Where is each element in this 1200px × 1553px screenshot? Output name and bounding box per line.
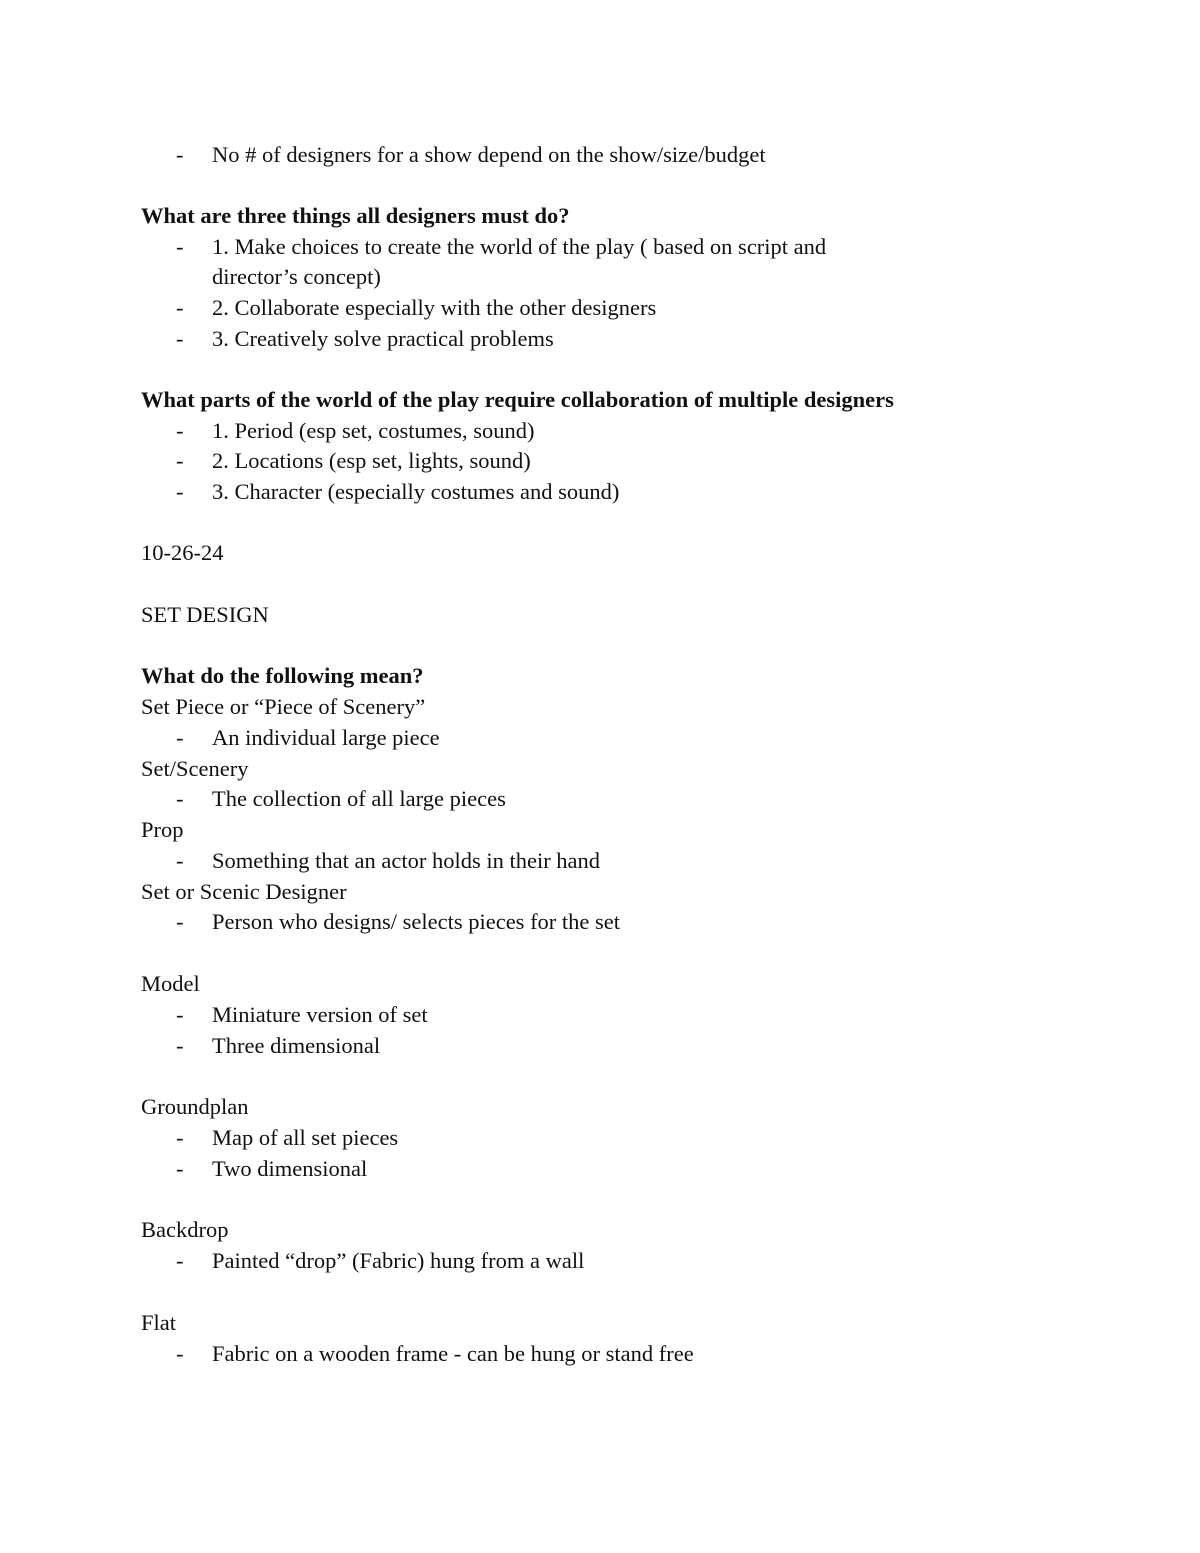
term-label: Backdrop <box>141 1217 229 1242</box>
bullet-text: Something that an actor holds in their hand <box>212 848 601 873</box>
question-heading-collaboration: What parts of the world of the play require collaboration of multiple designers <box>141 387 894 412</box>
bullet-dash: - <box>176 1033 184 1058</box>
bullet-dash: - <box>176 1341 184 1366</box>
bullet-dash: - <box>176 234 184 259</box>
term-label: Flat <box>141 1310 177 1335</box>
bullet-text: Map of all set pieces <box>212 1125 399 1150</box>
bullet-dash: - <box>176 418 184 443</box>
bullet-text: The collection of all large pieces <box>212 786 506 811</box>
term-label: Model <box>141 971 200 996</box>
bullet-dash: - <box>176 1002 184 1027</box>
section-heading-set-design: SET DESIGN <box>141 602 269 627</box>
bullet-dash: - <box>176 295 184 320</box>
bullet-text: 1. Period (esp set, costumes, sound) <box>212 418 535 443</box>
bullet-dash: - <box>176 326 184 351</box>
date-line: 10-26-24 <box>141 540 224 565</box>
term-label: Set Piece or “Piece of Scenery” <box>141 694 426 719</box>
bullet-text: Fabric on a wooden frame - can be hung or stand free <box>212 1341 694 1366</box>
bullet-text: director’s concept) <box>212 264 381 289</box>
bullet-text: 2. Collaborate especially with the other designers <box>212 295 657 320</box>
bullet-text: 2. Locations (esp set, lights, sound) <box>212 448 531 473</box>
question-heading-three-things: What are three things all designers must do? <box>141 203 570 228</box>
term-label: Set/Scenery <box>141 756 249 781</box>
bullet-text: Three dimensional <box>212 1033 381 1058</box>
bullet-text: 1. Make choices to create the world of the play ( based on script and <box>212 234 827 259</box>
bullet-text: 3. Creatively solve practical problems <box>212 326 554 351</box>
bullet-text: 3. Character (especially costumes and sound) <box>212 479 620 504</box>
bullet-dash: - <box>176 725 184 750</box>
bullet-text: No # of designers for a show depend on the show/size/budget <box>212 142 766 167</box>
bullet-dash: - <box>176 848 184 873</box>
bullet-dash: - <box>176 479 184 504</box>
bullet-dash: - <box>176 909 184 934</box>
term-label: Groundplan <box>141 1094 249 1119</box>
bullet-text: Person who designs/ selects pieces for the set <box>212 909 621 934</box>
bullet-text: Two dimensional <box>212 1156 368 1181</box>
term-label: Set or Scenic Designer <box>141 879 347 904</box>
bullet-dash: - <box>176 448 184 473</box>
bullet-dash: - <box>176 142 184 167</box>
bullet-dash: - <box>176 1156 184 1181</box>
bullet-dash: - <box>176 1125 184 1150</box>
bullet-text: An individual large piece <box>212 725 440 750</box>
bullet-dash: - <box>176 1248 184 1273</box>
question-heading-definitions: What do the following mean? <box>141 663 424 688</box>
bullet-text: Painted “drop” (Fabric) hung from a wall <box>212 1248 585 1273</box>
term-label: Prop <box>141 817 184 842</box>
bullet-dash: - <box>176 786 184 811</box>
bullet-text: Miniature version of set <box>212 1002 428 1027</box>
